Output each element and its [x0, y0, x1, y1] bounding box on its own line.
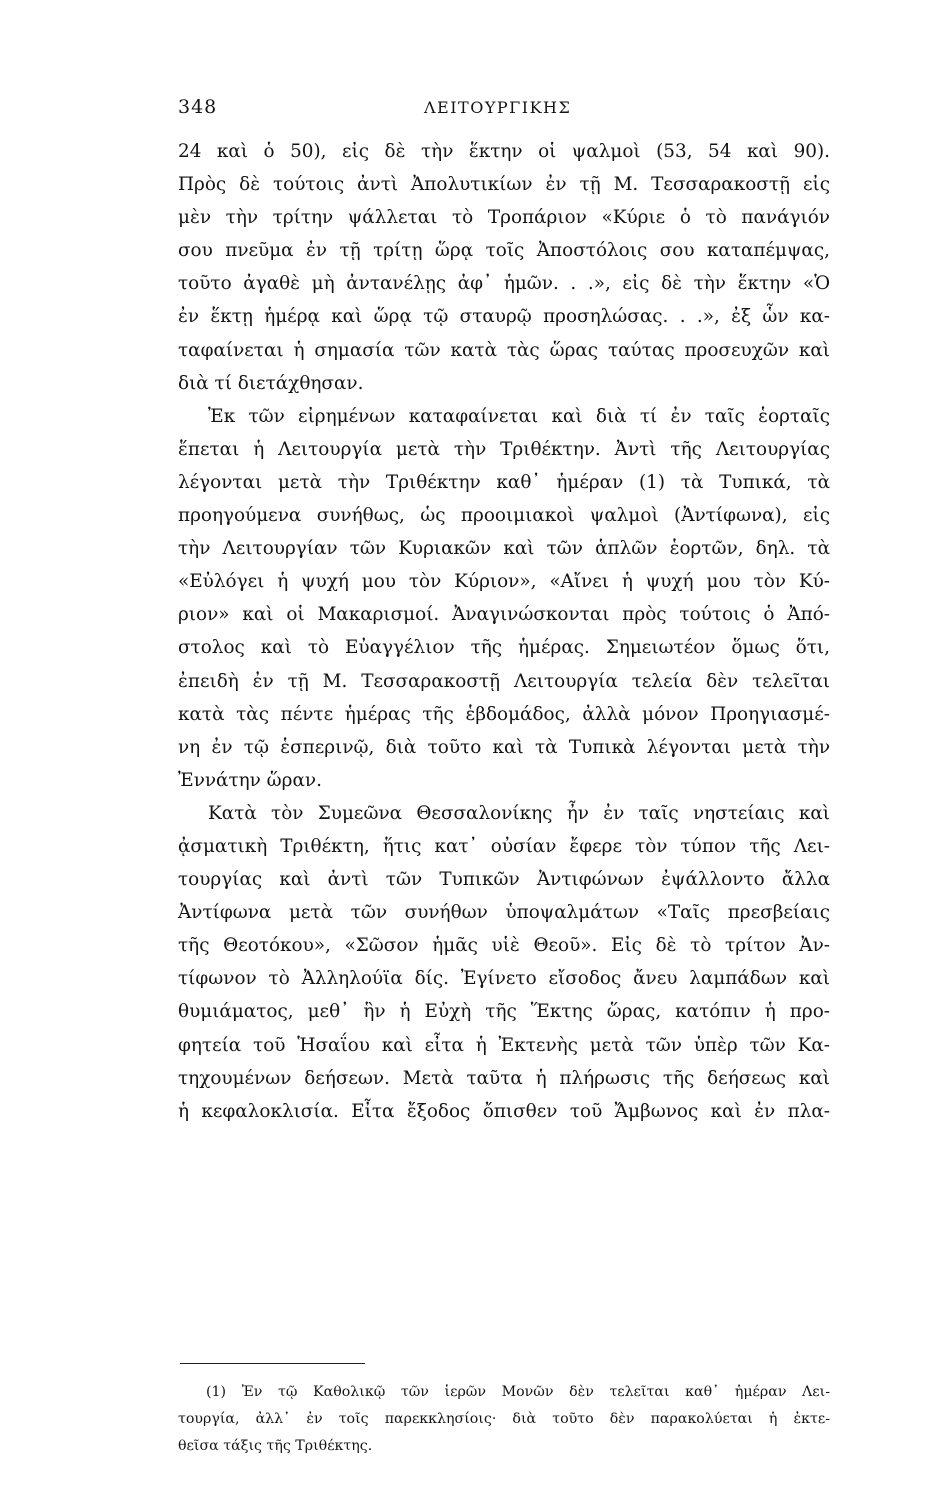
page-number: 348 — [178, 96, 218, 118]
text-line: διὰ τί διετάχθησαν. — [178, 372, 364, 394]
text-line: ᾀσματικὴ Τριθέκτη, ἥτις κατ᾿ οὐσίαν ἔφερε τὸν τύπον τῆς Λει- — [178, 835, 830, 857]
text-line: προηγούμενα συνήθως, ὡς προοιμιακοὶ ψαλμοὶ (Ἀντίφωνα), εἰς — [178, 505, 830, 527]
text-line: «Εὐλόγει ἡ ψυχή μου τὸν Κύριον», «Αἴνει ἡ ψυχή μου τὸν Κύ- — [178, 571, 830, 593]
text-line: ριον» καὶ οἱ Μακαρισμοί. Ἀναγινώσκονται πρὸς τούτοις ὁ Ἀπό- — [178, 604, 830, 626]
text-line: στολος καὶ τὸ Εὐαγγέλιον τῆς ἡμέρας. Σημειωτέον ὅμως ὅτι, — [178, 637, 830, 659]
running-head: ΛΕΙΤΟΥΡΓΙΚΗΣ — [424, 98, 572, 117]
text-line: ταφαίνεται ἡ σημασία τῶν κατὰ τὰς ὥρας ταύτας προσευχῶν καὶ — [178, 339, 830, 361]
footnote-rule — [180, 1363, 365, 1364]
text-line: φητεία τοῦ Ἡσαΐου καὶ εἶτα ἡ Ἐκτενὴς μετὰ τῶν ὑπὲρ τῶν Κα- — [178, 1034, 830, 1056]
text-line: ἐπειδὴ ἐν τῇ Μ. Τεσσαρακοστῇ Λειτουργία τελεία δὲν τελεῖται — [178, 670, 830, 692]
text-line: τουργίας καὶ ἀντὶ τῶν Τυπικῶν Ἀντιφώνων ἐψάλλοντο ἄλλα — [178, 869, 830, 891]
text-line: τοῦτο ἀγαθὲ μὴ ἀντανέλῃς ἀφ᾿ ἡμῶν. . .», εἰς δὲ τὴν ἕκτην «Ὁ — [178, 273, 830, 295]
footnote-line: τουργία, ἀλλ᾿ ἐν τοῖς παρεκκλησίοις· διὰ τοῦτο δὲν παρακολύεται ἡ ἐκτε- — [178, 1411, 830, 1427]
text-line: ἐν ἕκτῃ ἡμέρᾳ καὶ ὥρᾳ τῷ σταυρῷ προσηλώσας. . .», ἐξ ὧν κα- — [178, 306, 830, 328]
text-line: τὴν Λειτουργίαν τῶν Κυριακῶν καὶ τῶν ἁπλῶν ἑορτῶν, δηλ. τὰ — [178, 538, 830, 560]
text-line: Ἀντίφωνα μετὰ τῶν συνήθων ὑποψαλμάτων «Ταῖς πρεσβείαις — [178, 902, 830, 924]
text-line: Ἐννάτην ὥραν. — [178, 769, 322, 791]
text-line: Κατὰ τὸν Συμεῶνα Θεσσαλονίκης ἦν ἐν ταῖς νηστείαις καὶ — [208, 802, 830, 824]
footnote-line: θεῖσα τάξις τῆς Τριθέκτης. — [178, 1438, 373, 1454]
footnotes — [178, 1379, 830, 1460]
text-line: Πρὸς δὲ τούτοις ἀντὶ Ἀπολυτικίων ἐν τῇ Μ. Τεσσαρακοστῇ εἰς — [178, 174, 830, 196]
footnote-line: (1) Ἐν τῷ Καθολικῷ τῶν ἱερῶν Μονῶν δὲν τελεῖται καθ᾿ ἡμέραν Λει- — [206, 1384, 830, 1400]
text-line: τῆς Θεοτόκου», «Σῶσον ἡμᾶς υἱὲ Θεοῦ». Εἰς δὲ τὸ τρίτον Ἀν- — [178, 935, 830, 957]
text-line: 24 καὶ ὁ 50), εἰς δὲ τὴν ἕκτην οἱ ψαλμοὶ (53, 54 καὶ 90). — [178, 141, 830, 162]
text-line: κατὰ τὰς πέντε ἡμέρας τῆς ἑβδομάδος, ἀλλὰ μόνον Προηγιασμέ- — [178, 703, 830, 725]
text-line: μὲν τὴν τρίτην ψάλλεται τὸ Τροπάριον «Κύριε ὁ τὸ πανάγιόν — [178, 207, 830, 229]
page-header — [178, 96, 830, 126]
text-line: ἕπεται ἡ Λειτουργία μετὰ τὴν Τριθέκτην. Ἀντὶ τῆς Λειτουργίας — [178, 438, 830, 460]
text-line: τηχουμένων δεήσεων. Μετὰ ταῦτα ἡ πλήρωσις τῆς δεήσεως καὶ — [178, 1067, 830, 1089]
text-line: ἡ κεφαλοκλισία. Εἶτα ἔξοδος ὄπισθεν τοῦ Ἄμβωνος καὶ ἐν πλα- — [178, 1100, 830, 1122]
text-line: θυμιάματος, μεθ᾿ ἣν ἡ Εὐχὴ τῆς Ἕκτης ὥρας, κατόπιν ἡ προ- — [178, 1001, 830, 1023]
text-line: λέγονται μετὰ τὴν Τριθέκτην καθ᾿ ἡμέραν (1) τὰ Τυπικά, τὰ — [178, 471, 830, 493]
text-line: σου πνεῦμα ἐν τῇ τρίτῃ ὥρᾳ τοῖς Ἀποστόλοις σου καταπέμψας, — [178, 240, 830, 262]
body-text — [178, 135, 830, 1128]
text-line: Ἐκ τῶν εἰρημένων καταφαίνεται καὶ διὰ τί ἐν ταῖς ἑορταῖς — [208, 405, 830, 427]
text-line: νη ἐν τῷ ἑσπερινῷ, διὰ τοῦτο καὶ τὰ Τυπικὰ λέγονται μετὰ τὴν — [178, 736, 830, 758]
text-line: τίφωνον τὸ Ἀλληλούϊα δίς. Ἐγίνετο εἴσοδος ἄνευ λαμπάδων καὶ — [178, 968, 830, 990]
